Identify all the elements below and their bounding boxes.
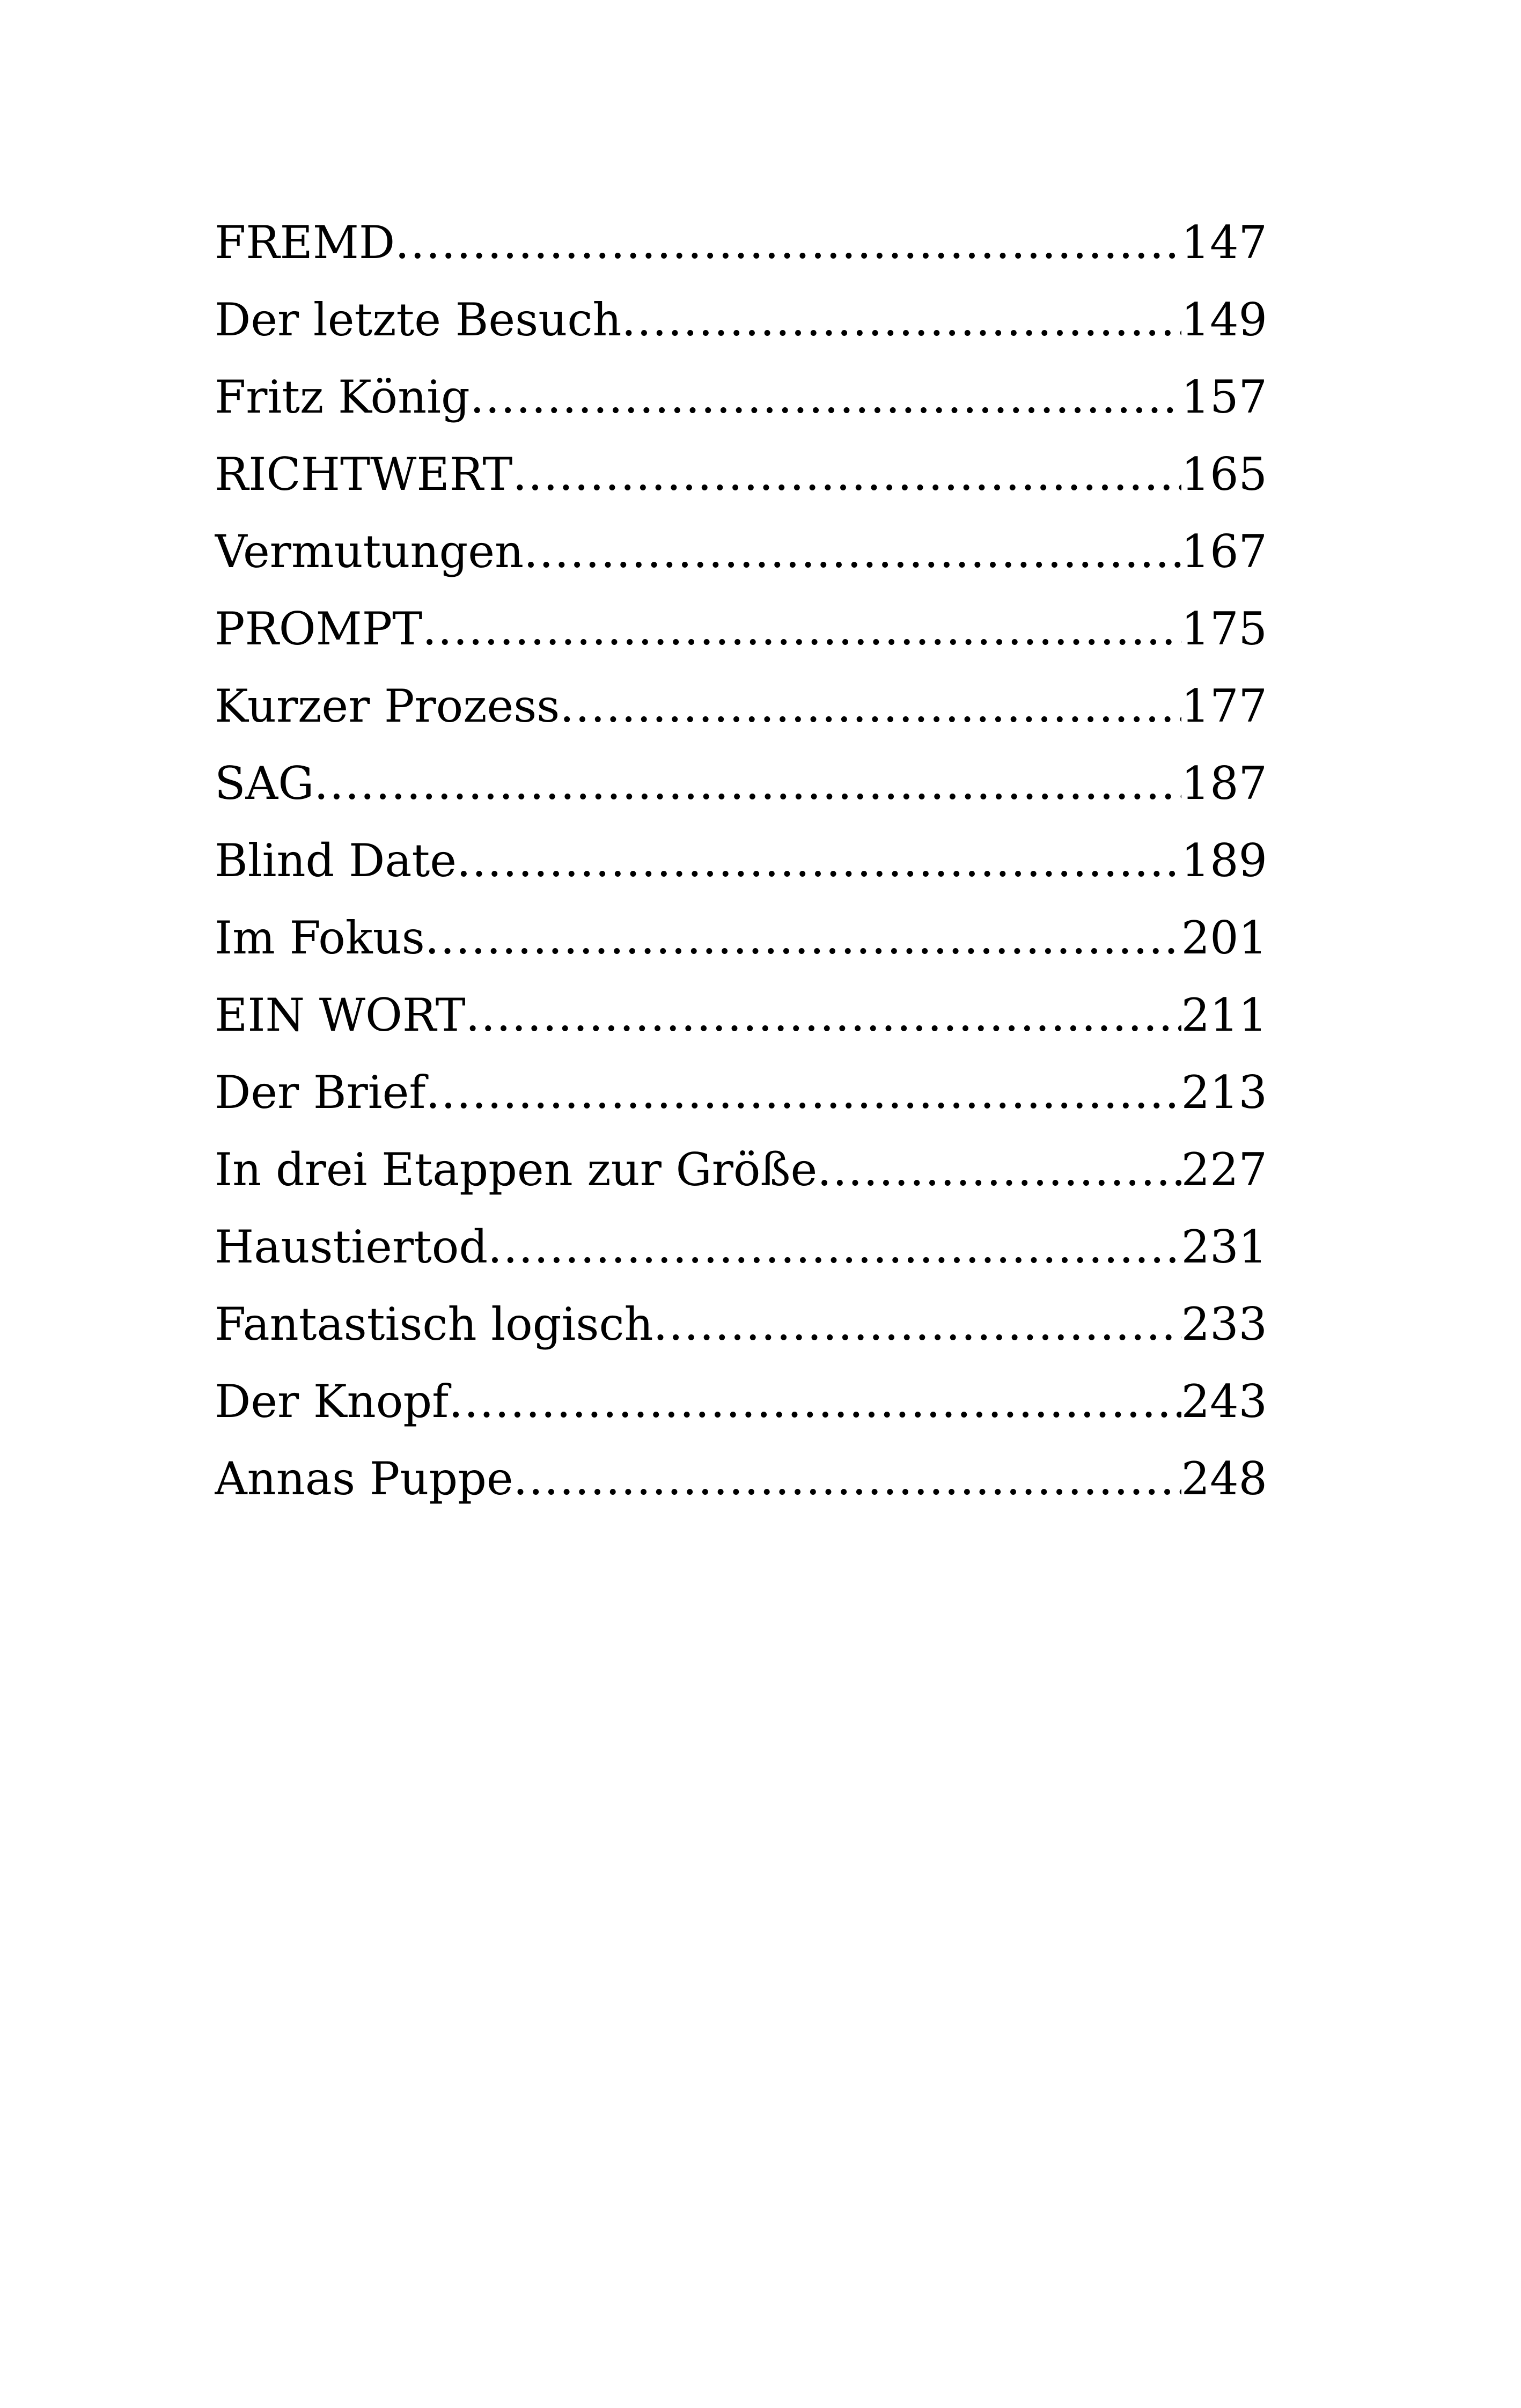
- toc-entry: [215, 1286, 1267, 1363]
- toc-entry: [215, 1363, 1267, 1440]
- toc-dot-leader: [621, 281, 1181, 358]
- toc-entry-title: Vermutungen: [215, 525, 524, 578]
- toc-entry-title: Annas Puppe: [215, 1452, 513, 1505]
- toc-entry-page: 248: [1181, 1452, 1267, 1505]
- toc-dot-leader: [314, 745, 1181, 822]
- toc-entry-title: Blind Date: [215, 834, 457, 887]
- toc-entry-page: 149: [1181, 293, 1267, 346]
- toc-dot-leader: [512, 436, 1181, 513]
- toc-entry-page: 231: [1181, 1221, 1267, 1273]
- toc-entry-page: 177: [1181, 680, 1267, 732]
- toc-entry-page: 147: [1181, 216, 1267, 269]
- toc-entry-title: Der Knopf: [215, 1375, 449, 1428]
- toc-dot-leader: [425, 899, 1181, 977]
- toc-dot-leader: [466, 977, 1181, 1054]
- toc-entry-title: SAG: [215, 757, 314, 810]
- toc-dot-leader: [560, 667, 1181, 745]
- toc-entry: [215, 358, 1267, 436]
- toc-dot-leader: [488, 1208, 1181, 1286]
- toc-entry: [215, 899, 1267, 977]
- toc-entry-page: 189: [1181, 834, 1267, 887]
- toc-entry: [215, 1131, 1267, 1208]
- toc-entry-title: Fritz König: [215, 371, 470, 423]
- toc-entry: [215, 436, 1267, 513]
- toc-entry-page: 227: [1181, 1143, 1267, 1196]
- toc-entry: [215, 1054, 1267, 1131]
- toc-entry-title: EIN WORT: [215, 989, 466, 1041]
- toc-entry-page: 167: [1181, 525, 1267, 578]
- toc-entry-page: 175: [1181, 603, 1267, 655]
- toc-entry: [215, 745, 1267, 822]
- toc-dot-leader: [449, 1363, 1181, 1440]
- toc-dot-leader: [524, 513, 1181, 590]
- toc-entry-page: 157: [1181, 371, 1267, 423]
- toc-dot-leader: [422, 590, 1181, 667]
- toc-dot-leader: [457, 822, 1181, 899]
- toc-entry-title: Im Fokus: [215, 912, 425, 964]
- toc-dot-leader: [425, 1054, 1181, 1131]
- toc-entry: [215, 822, 1267, 899]
- toc-entry-page: 243: [1181, 1375, 1267, 1428]
- toc-dot-leader: [513, 1440, 1181, 1517]
- toc-entry-page: 187: [1181, 757, 1267, 810]
- toc-entry-page: 233: [1181, 1298, 1267, 1350]
- toc-entry: [215, 1440, 1267, 1517]
- toc-entry: [215, 281, 1267, 358]
- toc-entry: [215, 1208, 1267, 1286]
- toc-entry: [215, 667, 1267, 745]
- toc-entry-title: Der Brief: [215, 1066, 426, 1119]
- toc-entry-title: Der letzte Besuch: [215, 293, 622, 346]
- toc-dot-leader: [395, 204, 1181, 281]
- toc-entry: [215, 590, 1267, 667]
- table-of-contents: [215, 204, 1267, 1517]
- toc-dot-leader: [470, 358, 1181, 436]
- toc-entry-page: 165: [1181, 448, 1267, 501]
- toc-entry-title: Fantastisch logisch: [215, 1298, 653, 1350]
- toc-entry-title: Kurzer Prozess: [215, 680, 560, 732]
- toc-entry-page: 201: [1181, 912, 1267, 964]
- toc-dot-leader: [817, 1131, 1181, 1208]
- toc-entry: [215, 204, 1267, 281]
- toc-entry: [215, 977, 1267, 1054]
- toc-entry: [215, 513, 1267, 590]
- toc-entry-title: PROMPT: [215, 603, 423, 655]
- toc-entry-title: RICHTWERT: [215, 448, 513, 501]
- toc-entry-page: 211: [1181, 989, 1267, 1041]
- toc-dot-leader: [653, 1286, 1181, 1363]
- toc-entry-page: 213: [1181, 1066, 1267, 1119]
- toc-entry-title: Haustiertod: [215, 1221, 488, 1273]
- toc-entry-title: In drei Etappen zur Größe: [215, 1143, 818, 1196]
- toc-entry-title: FREMD: [215, 216, 395, 269]
